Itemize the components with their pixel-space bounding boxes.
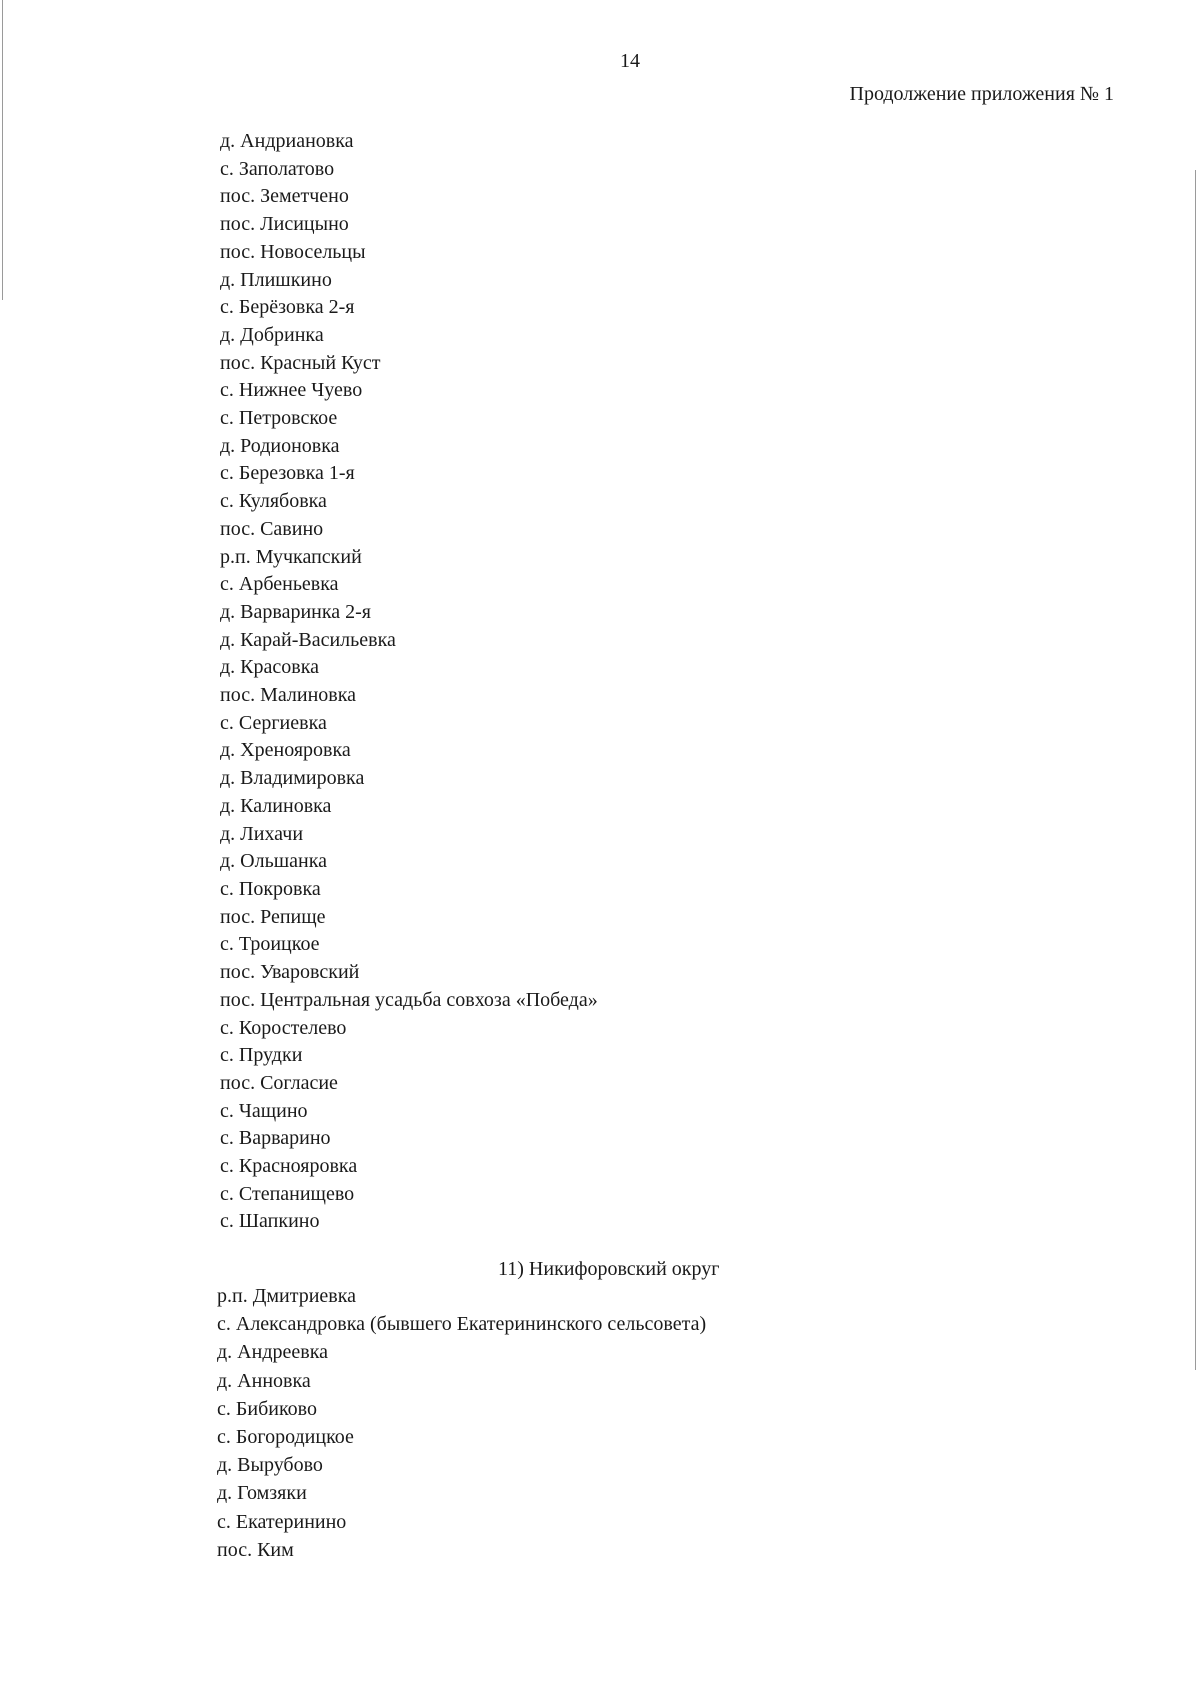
- list-item: пос. Малиновка: [220, 684, 357, 707]
- list-item: д. Варваринка 2-я: [220, 600, 372, 623]
- list-item: пос. Ким: [217, 1538, 294, 1561]
- list-item: с. Покровка: [220, 877, 321, 900]
- list-item: пос. Новосельцы: [220, 240, 366, 263]
- list-item: с. Троицкое: [220, 933, 320, 956]
- page-number: 14: [620, 50, 640, 72]
- list-item: д. Добринка: [220, 323, 324, 346]
- list-item: пос. Земетчено: [220, 185, 349, 208]
- list-item: с. Заполатово: [220, 157, 335, 180]
- list-item: с. Варварино: [220, 1127, 331, 1150]
- list-item: д. Анновка: [217, 1369, 311, 1392]
- list-item: д. Хренояровка: [220, 739, 351, 762]
- list-item: с. Краснояровка: [220, 1155, 358, 1178]
- scan-edge-left: [2, 0, 3, 300]
- list-item: р.п. Дмитриевка: [217, 1285, 357, 1307]
- settlement-list-2: [217, 1282, 706, 1564]
- list-item: д. Карай-Васильевка: [220, 628, 396, 651]
- list-item: д. Андриановка: [220, 130, 354, 152]
- list-item: д. Красовка: [220, 656, 320, 679]
- list-item: с. Чащино: [220, 1099, 308, 1122]
- list-item: д. Вырубово: [217, 1454, 323, 1477]
- list-item: с. Александровка (бывшего Екатерининского сельсовета): [217, 1313, 707, 1336]
- list-item: пос. Лисицыно: [220, 213, 349, 236]
- list-item: с. Шапкино: [220, 1210, 320, 1233]
- list-item: с. Арбеньевка: [220, 573, 339, 596]
- list-item: д. Плишкино: [220, 268, 332, 291]
- list-item: с. Петровское: [220, 407, 338, 430]
- list-item: с. Прудки: [220, 1044, 303, 1067]
- settlement-list-1: [220, 128, 598, 1236]
- scan-edge-right: [1195, 170, 1196, 1370]
- list-item: д. Калиновка: [220, 794, 332, 817]
- list-item: с. Берёзовка 2-я: [220, 296, 355, 319]
- list-item: с. Сергиевка: [220, 711, 327, 734]
- list-item: пос. Согласие: [220, 1071, 338, 1094]
- continuation-note: Продолжение приложения № 1: [849, 83, 1114, 105]
- list-item: с. Богородицкое: [217, 1426, 354, 1449]
- list-item: с. Екатеринино: [217, 1510, 347, 1533]
- list-item: с. Коростелево: [220, 1016, 347, 1039]
- list-item: с. Березовка 1-я: [220, 462, 355, 485]
- list-item: д. Андреевка: [217, 1341, 328, 1364]
- section-heading: 11) Никифоровский округ: [498, 1258, 720, 1280]
- list-item: с. Степанищево: [220, 1182, 355, 1205]
- list-item: д. Владимировка: [220, 767, 365, 790]
- list-item: д. Родионовка: [220, 434, 340, 457]
- list-item: д. Лихачи: [220, 822, 304, 845]
- list-item: с. Бибиково: [217, 1397, 317, 1420]
- list-item: пос. Уваровский: [220, 961, 360, 984]
- list-item: пос. Савино: [220, 517, 324, 540]
- list-item: д. Гомзяки: [217, 1482, 307, 1505]
- list-item: д. Ольшанка: [220, 850, 327, 873]
- list-item: с. Нижнее Чуево: [220, 379, 363, 402]
- list-item: р.п. Мучкапский: [220, 545, 362, 568]
- list-item: пос. Центральная усадьба совхоза «Победа»: [220, 988, 598, 1011]
- list-item: с. Кулябовка: [220, 490, 327, 513]
- list-item: пос. Красный Куст: [220, 351, 381, 374]
- list-item: пос. Репище: [220, 905, 326, 928]
